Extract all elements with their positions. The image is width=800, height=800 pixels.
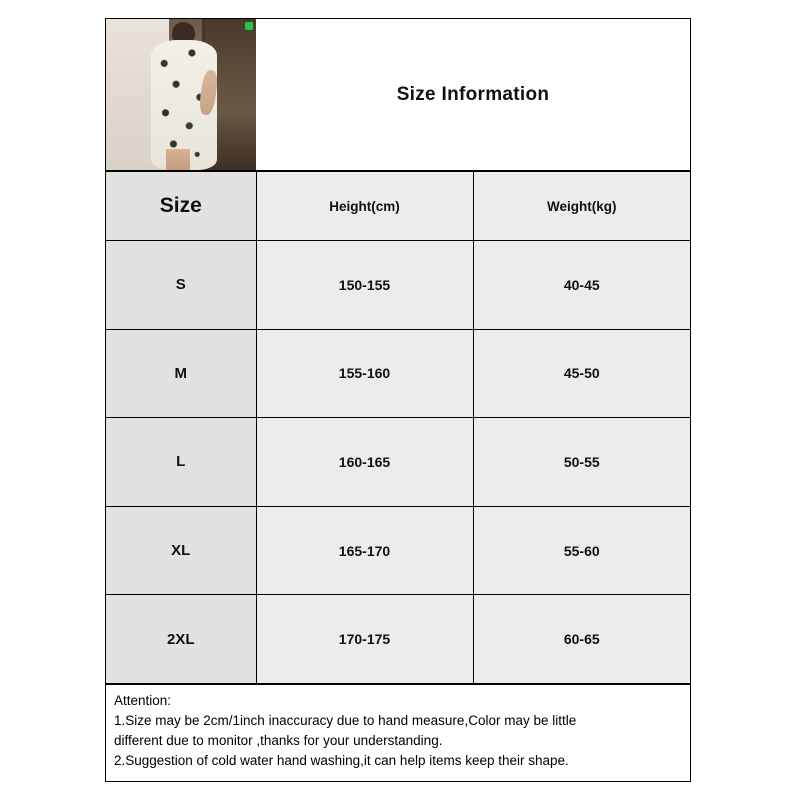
- card-header: [106, 19, 690, 171]
- cell-size: L: [106, 418, 256, 507]
- cell-weight: 55-60: [473, 506, 690, 595]
- green-dot-icon: [245, 22, 253, 30]
- cell-height: 155-160: [256, 329, 473, 418]
- cell-size: 2XL: [106, 595, 256, 684]
- cell-height: 150-155: [256, 241, 473, 330]
- cell-height: 165-170: [256, 506, 473, 595]
- cell-weight: 60-65: [473, 595, 690, 684]
- cell-size: M: [106, 329, 256, 418]
- attention-line-3: 2.Suggestion of cold water hand washing,it can help items keep their shape.: [114, 753, 569, 768]
- attention-heading: Attention:: [114, 693, 172, 708]
- cell-size: S: [106, 241, 256, 330]
- cell-size: XL: [106, 506, 256, 595]
- cell-height: 160-165: [256, 418, 473, 507]
- table-row: [106, 241, 690, 330]
- size-information-card: [105, 18, 691, 782]
- cell-weight: 50-55: [473, 418, 690, 507]
- table-row: [106, 506, 690, 595]
- attention-line-2: different due to monitor ,thanks for your understanding.: [114, 733, 443, 748]
- size-table-body: [106, 241, 690, 684]
- column-header-weight: Weight(kg): [473, 172, 690, 241]
- cell-weight: 40-45: [473, 241, 690, 330]
- page-title: Size Information: [396, 83, 550, 105]
- table-row: [106, 329, 690, 418]
- table-row: [106, 595, 690, 684]
- cell-height: 170-175: [256, 595, 473, 684]
- attention-block: [106, 684, 690, 781]
- column-header-height: Height(cm): [256, 172, 473, 241]
- cell-weight: 45-50: [473, 329, 690, 418]
- column-header-size: Size: [106, 172, 256, 241]
- table-row: [106, 418, 690, 507]
- product-photo-cell: [106, 19, 256, 170]
- size-table: [106, 171, 690, 684]
- table-header-row: [106, 172, 690, 241]
- attention-line-1: 1.Size may be 2cm/1inch inaccuracy due to hand measure,Color may be little: [114, 713, 577, 728]
- size-table-head: [106, 172, 690, 241]
- title-cell: [256, 19, 690, 170]
- product-photo-image: [106, 19, 256, 170]
- model-legs: [166, 149, 190, 170]
